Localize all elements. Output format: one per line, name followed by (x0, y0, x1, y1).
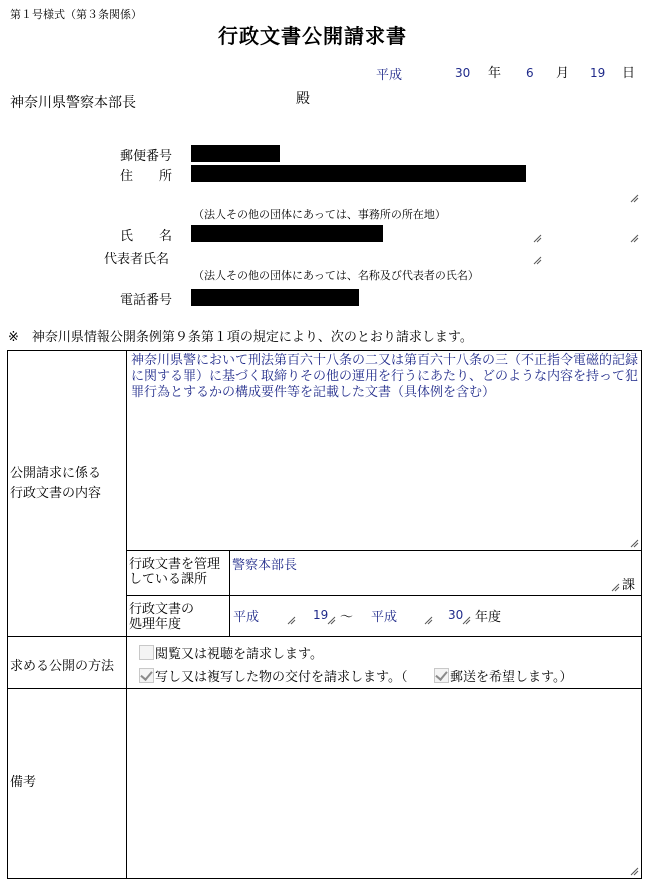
content-label-line1: 公開請求に係る (10, 466, 102, 481)
resize-grip-icon[interactable] (533, 256, 542, 265)
resize-grip-icon[interactable] (327, 616, 336, 625)
year-label-line1: 行政文書の (129, 602, 195, 617)
addressee-name: 神奈川県警察本部長 (10, 95, 136, 111)
date-day[interactable]: 19 (590, 66, 606, 80)
year-to[interactable]: 30 (448, 608, 464, 622)
notes-label: 備考 (10, 775, 37, 790)
phone-field[interactable] (191, 289, 359, 306)
postal-code-label: 郵便番号 (120, 149, 173, 164)
mail-request-checkbox[interactable] (434, 668, 449, 683)
request-statement: ※ 神奈川県情報公開条例第９条第１項の規定により、次のとおり請求します。 (8, 330, 473, 345)
phone-label: 電話番号 (120, 293, 173, 308)
resize-grip-icon[interactable] (630, 234, 639, 243)
resize-grip-icon[interactable] (462, 616, 471, 625)
mail-request-label: 郵送を希望します。） (450, 670, 573, 685)
year-from[interactable]: 19 (313, 608, 329, 622)
resize-grip-icon[interactable] (630, 867, 639, 876)
year-label-line2: 処理年度 (129, 617, 182, 632)
form-number: 第１号様式（第３条関係） (10, 8, 142, 21)
addressee-honorific: 殿 (296, 91, 310, 107)
dept-suffix: 課 (622, 578, 636, 593)
resize-grip-icon[interactable] (287, 616, 296, 625)
name-field[interactable] (191, 225, 383, 242)
resize-grip-icon[interactable] (424, 616, 433, 625)
address-field[interactable] (191, 165, 526, 182)
form-title: 行政文書公開請求書 (218, 24, 407, 48)
resize-grip-icon[interactable] (630, 539, 639, 548)
copy-request-label: 写し又は複写した物の交付を請求します。（ (155, 670, 408, 685)
resize-grip-icon[interactable] (533, 234, 542, 243)
dept-label-line1: 行政文書を管理 (129, 557, 221, 572)
address-note: （法人その他の団体にあっては、事務所の所在地） (193, 208, 446, 221)
copy-request-checkbox[interactable] (139, 668, 154, 683)
name-note: （法人その他の団体にあっては、名称及び代表者の氏名） (193, 269, 479, 282)
year-to-era[interactable]: 平成 (371, 610, 398, 625)
dept-field[interactable]: 警察本部長 (232, 558, 298, 573)
year-suffix: 年度 (475, 610, 502, 625)
date-month[interactable]: 6 (526, 66, 534, 80)
address-label: 住 所 (120, 169, 173, 184)
name-label: 氏 名 (120, 229, 173, 244)
date-year-unit: 年 (488, 66, 502, 81)
content-label-line2: 行政文書の内容 (10, 486, 102, 501)
notes-field[interactable] (127, 689, 641, 878)
date-day-unit: 日 (622, 66, 636, 81)
date-era[interactable]: 平成 (376, 68, 403, 83)
resize-grip-icon[interactable] (611, 583, 620, 592)
method-label: 求める公開の方法 (10, 659, 115, 674)
year-from-era[interactable]: 平成 (233, 610, 260, 625)
representative-label: 代表者氏名 (104, 252, 170, 267)
document-content-field[interactable]: 神奈川県警において刑法第百六十八条の二又は第百六十八条の三（不正指令電磁的記録に関する罪）に基づく取締りその他の運用を行うにあたり、どのような内容を持って犯罪行為とするかの構成要件等を記載した文書（具体例を含む） (131, 353, 639, 400)
resize-grip-icon[interactable] (630, 194, 639, 203)
date-month-unit: 月 (556, 66, 570, 81)
view-request-checkbox[interactable] (139, 645, 154, 660)
date-year[interactable]: 30 (455, 66, 471, 80)
view-request-label: 閲覧又は視聴を請求します。 (155, 647, 323, 662)
year-separator: ～ (340, 610, 354, 625)
dept-label-line2: している課所 (129, 572, 208, 587)
postal-code-field[interactable] (191, 145, 280, 162)
